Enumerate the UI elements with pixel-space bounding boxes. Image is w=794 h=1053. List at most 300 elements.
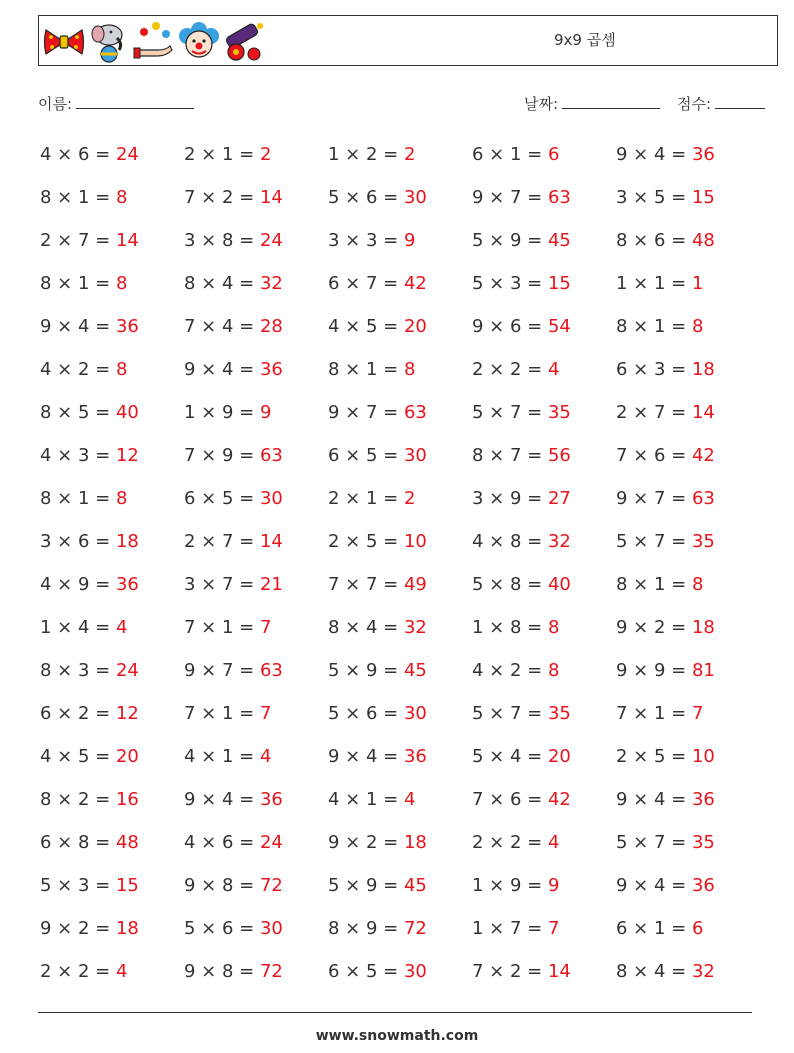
problem-cell	[472, 954, 571, 997]
problem-answer: 32	[691, 961, 715, 982]
problem-question: 5 × 9 =	[328, 875, 404, 896]
problem-cell	[184, 868, 283, 911]
problem-answer: 8	[403, 359, 416, 380]
problem-question: 1 × 8 =	[472, 617, 548, 638]
problem-answer: 30	[403, 445, 427, 466]
problem-answer: 15	[691, 187, 715, 208]
problem-cell	[184, 696, 271, 739]
problem-question: 4 × 1 =	[184, 746, 260, 767]
problem-answer: 18	[115, 918, 139, 939]
problem-row	[40, 911, 760, 954]
problem-cell	[328, 653, 427, 696]
problem-answer: 63	[259, 660, 283, 681]
problem-row	[40, 782, 760, 825]
problem-cell	[616, 696, 703, 739]
problem-question: 5 × 6 =	[328, 187, 404, 208]
problem-answer: 20	[547, 746, 571, 767]
problem-answer: 8	[115, 359, 128, 380]
problem-answer: 42	[403, 273, 427, 294]
problem-answer: 30	[403, 961, 427, 982]
problem-question: 5 × 7 =	[616, 531, 692, 552]
problem-row	[40, 653, 760, 696]
problem-question: 1 × 1 =	[616, 273, 692, 294]
problem-cell	[472, 266, 571, 309]
problem-cell	[328, 782, 415, 825]
problem-answer: 12	[115, 445, 139, 466]
problem-cell	[472, 696, 571, 739]
problem-cell	[184, 395, 271, 438]
problem-cell	[328, 352, 415, 395]
problem-cell	[40, 395, 139, 438]
problem-cell	[40, 180, 127, 223]
problem-cell	[328, 266, 427, 309]
problem-cell	[328, 524, 427, 567]
problem-question: 7 × 1 =	[184, 703, 260, 724]
problem-answer: 10	[403, 531, 427, 552]
problem-cell	[40, 653, 139, 696]
problem-answer: 10	[691, 746, 715, 767]
problem-answer: 9	[259, 402, 272, 423]
name-blank[interactable]	[76, 92, 194, 109]
problem-answer: 9	[547, 875, 560, 896]
footer-url[interactable]: www.snowmath.com	[315, 1028, 479, 1044]
problem-answer: 14	[259, 531, 283, 552]
problem-cell	[40, 567, 139, 610]
problem-question: 2 × 2 =	[472, 832, 548, 853]
problem-answer: 35	[547, 402, 571, 423]
problem-cell	[616, 825, 715, 868]
problem-row	[40, 309, 760, 352]
problem-question: 4 × 5 =	[328, 316, 404, 337]
problem-answer: 48	[115, 832, 139, 853]
problem-question: 6 × 5 =	[184, 488, 260, 509]
problem-answer: 45	[547, 230, 571, 251]
problem-answer: 36	[691, 875, 715, 896]
problem-answer: 42	[547, 789, 571, 810]
problem-cell	[616, 352, 715, 395]
header-icons	[42, 19, 267, 65]
problem-question: 9 × 2 =	[328, 832, 404, 853]
problem-answer: 24	[115, 144, 139, 165]
problem-cell	[472, 911, 559, 954]
problem-question: 9 × 4 =	[616, 875, 692, 896]
problem-cell	[184, 610, 271, 653]
problem-question: 2 × 7 =	[616, 402, 692, 423]
problem-question: 9 × 4 =	[616, 789, 692, 810]
problem-question: 2 × 1 =	[184, 144, 260, 165]
problem-grid	[40, 137, 760, 997]
problem-question: 2 × 2 =	[472, 359, 548, 380]
problem-cell	[616, 782, 715, 825]
bowtie-icon	[42, 20, 86, 64]
problem-row	[40, 180, 760, 223]
problem-cell	[472, 481, 571, 524]
problem-answer: 2	[403, 144, 416, 165]
problem-answer: 15	[115, 875, 139, 896]
problem-cell	[184, 739, 271, 782]
problem-cell	[328, 309, 427, 352]
problem-question: 5 × 3 =	[472, 273, 548, 294]
problem-answer: 36	[691, 144, 715, 165]
problem-question: 8 × 4 =	[328, 617, 404, 638]
problem-answer: 63	[259, 445, 283, 466]
problem-answer: 72	[259, 875, 283, 896]
problem-cell	[328, 223, 415, 266]
problem-cell	[40, 524, 139, 567]
problem-question: 4 × 3 =	[40, 445, 116, 466]
problem-row	[40, 223, 760, 266]
problem-question: 5 × 7 =	[472, 703, 548, 724]
problem-question: 5 × 7 =	[472, 402, 548, 423]
problem-answer: 36	[115, 574, 139, 595]
problem-question: 8 × 7 =	[472, 445, 548, 466]
problem-question: 3 × 9 =	[472, 488, 548, 509]
problem-cell	[40, 954, 127, 997]
problem-answer: 1	[691, 273, 704, 294]
problem-cell	[472, 137, 559, 180]
problem-answer: 4	[547, 359, 560, 380]
problem-answer: 28	[259, 316, 283, 337]
problem-cell	[328, 825, 427, 868]
problem-question: 9 × 7 =	[184, 660, 260, 681]
problem-answer: 7	[691, 703, 704, 724]
problem-cell	[328, 137, 415, 180]
problem-answer: 35	[547, 703, 571, 724]
problem-answer: 40	[115, 402, 139, 423]
problem-cell	[472, 739, 571, 782]
problem-cell	[328, 481, 415, 524]
problem-question: 7 × 1 =	[184, 617, 260, 638]
problem-answer: 14	[547, 961, 571, 982]
problem-answer: 8	[115, 273, 128, 294]
problem-answer: 20	[403, 316, 427, 337]
problem-answer: 56	[547, 445, 571, 466]
problem-answer: 32	[259, 273, 283, 294]
problem-answer: 15	[547, 273, 571, 294]
problem-question: 3 × 5 =	[616, 187, 692, 208]
name-label: 이름:	[38, 95, 73, 113]
problem-cell	[328, 696, 427, 739]
problem-cell	[616, 868, 715, 911]
problem-answer: 8	[115, 187, 128, 208]
problem-question: 1 × 4 =	[40, 617, 116, 638]
problem-answer: 49	[403, 574, 427, 595]
problem-question: 9 × 8 =	[184, 961, 260, 982]
problem-question: 4 × 9 =	[40, 574, 116, 595]
problem-cell	[472, 868, 559, 911]
problem-question: 9 × 7 =	[616, 488, 692, 509]
problem-answer: 24	[115, 660, 139, 681]
problem-cell	[184, 438, 283, 481]
problem-cell	[616, 653, 715, 696]
problem-question: 3 × 7 =	[184, 574, 260, 595]
problem-cell	[616, 567, 703, 610]
problem-cell	[472, 782, 571, 825]
problem-cell	[472, 524, 571, 567]
problem-cell	[184, 137, 271, 180]
problem-cell	[184, 352, 283, 395]
problem-cell	[40, 352, 127, 395]
problem-cell	[616, 266, 703, 309]
cannon-icon	[222, 20, 266, 64]
problem-cell	[328, 395, 427, 438]
problem-question: 4 × 2 =	[472, 660, 548, 681]
problem-row	[40, 137, 760, 180]
problem-cell	[184, 911, 283, 954]
problem-cell	[40, 309, 139, 352]
footer-divider	[38, 1012, 752, 1013]
problem-answer: 24	[259, 832, 283, 853]
problem-question: 2 × 2 =	[40, 961, 116, 982]
problem-answer: 6	[691, 918, 704, 939]
problem-question: 4 × 6 =	[40, 144, 116, 165]
problem-answer: 4	[403, 789, 416, 810]
problem-row	[40, 567, 760, 610]
problem-answer: 27	[547, 488, 571, 509]
problem-cell	[616, 180, 715, 223]
problem-answer: 8	[115, 488, 128, 509]
problem-question: 5 × 6 =	[328, 703, 404, 724]
problem-cell	[616, 223, 715, 266]
problem-question: 9 × 2 =	[40, 918, 116, 939]
problem-cell	[184, 223, 283, 266]
score-label: 점수:	[677, 95, 712, 113]
problem-question: 1 × 9 =	[472, 875, 548, 896]
problem-question: 1 × 2 =	[328, 144, 404, 165]
score-field[interactable]	[677, 92, 765, 114]
problem-question: 2 × 7 =	[40, 230, 116, 251]
problem-question: 9 × 8 =	[184, 875, 260, 896]
problem-row	[40, 481, 760, 524]
elephant-ball-icon	[87, 20, 131, 64]
problem-row	[40, 438, 760, 481]
problem-question: 9 × 6 =	[472, 316, 548, 337]
problem-cell	[616, 911, 703, 954]
problem-answer: 72	[403, 918, 427, 939]
problem-question: 9 × 2 =	[616, 617, 692, 638]
problem-answer: 35	[691, 832, 715, 853]
problem-answer: 24	[259, 230, 283, 251]
juggling-hand-icon	[132, 20, 176, 64]
problem-cell	[40, 782, 139, 825]
problem-question: 8 × 1 =	[40, 187, 116, 208]
date-label: 날짜:	[524, 95, 559, 113]
problem-answer: 30	[259, 918, 283, 939]
problem-answer: 8	[691, 574, 704, 595]
problem-answer: 72	[259, 961, 283, 982]
problem-answer: 42	[691, 445, 715, 466]
problem-answer: 30	[403, 703, 427, 724]
problem-cell	[328, 180, 427, 223]
problem-question: 7 × 2 =	[472, 961, 548, 982]
problem-question: 5 × 8 =	[472, 574, 548, 595]
problem-answer: 6	[547, 144, 560, 165]
problem-answer: 36	[115, 316, 139, 337]
problem-question: 8 × 2 =	[40, 789, 116, 810]
problem-answer: 36	[259, 359, 283, 380]
problem-answer: 45	[403, 875, 427, 896]
problem-answer: 12	[115, 703, 139, 724]
problem-question: 9 × 4 =	[40, 316, 116, 337]
problem-cell	[184, 266, 283, 309]
problem-question: 4 × 6 =	[184, 832, 260, 853]
problem-cell	[328, 610, 427, 653]
problem-answer: 36	[259, 789, 283, 810]
problem-question: 4 × 1 =	[328, 789, 404, 810]
problem-question: 3 × 3 =	[328, 230, 404, 251]
problem-row	[40, 696, 760, 739]
problem-answer: 14	[691, 402, 715, 423]
problem-answer: 18	[691, 617, 715, 638]
problem-answer: 8	[547, 617, 560, 638]
problem-cell	[328, 868, 427, 911]
problem-question: 8 × 3 =	[40, 660, 116, 681]
score-blank[interactable]	[715, 92, 765, 109]
problem-question: 5 × 3 =	[40, 875, 116, 896]
problem-answer: 2	[403, 488, 416, 509]
worksheet-title: 9x9 곱셈	[554, 31, 616, 49]
problem-question: 5 × 6 =	[184, 918, 260, 939]
problem-answer: 63	[691, 488, 715, 509]
problem-answer: 7	[547, 918, 560, 939]
problem-row	[40, 825, 760, 868]
problem-question: 3 × 8 =	[184, 230, 260, 251]
problem-question: 2 × 5 =	[328, 531, 404, 552]
problem-question: 4 × 8 =	[472, 531, 548, 552]
problem-answer: 32	[403, 617, 427, 638]
date-field[interactable]	[524, 92, 660, 114]
problem-answer: 54	[547, 316, 571, 337]
problem-row	[40, 954, 760, 997]
problem-cell	[616, 438, 715, 481]
problem-cell	[472, 309, 571, 352]
worksheet-header	[38, 15, 778, 66]
problem-question: 6 × 7 =	[328, 273, 404, 294]
problem-question: 9 × 4 =	[184, 789, 260, 810]
problem-question: 4 × 2 =	[40, 359, 116, 380]
problem-question: 9 × 9 =	[616, 660, 692, 681]
problem-question: 7 × 1 =	[616, 703, 692, 724]
problem-cell	[472, 352, 559, 395]
problem-cell	[328, 438, 427, 481]
problem-cell	[40, 825, 139, 868]
problem-cell	[184, 524, 283, 567]
problem-answer: 14	[115, 230, 139, 251]
problem-answer: 18	[691, 359, 715, 380]
problem-cell	[40, 438, 139, 481]
problem-cell	[472, 653, 559, 696]
problem-cell	[328, 567, 427, 610]
problem-question: 6 × 2 =	[40, 703, 116, 724]
problem-cell	[184, 309, 283, 352]
problem-cell	[472, 610, 559, 653]
problem-cell	[40, 481, 127, 524]
problem-cell	[616, 524, 715, 567]
problem-answer: 35	[691, 531, 715, 552]
problem-question: 9 × 4 =	[616, 144, 692, 165]
problem-question: 6 × 1 =	[472, 144, 548, 165]
problem-cell	[184, 567, 283, 610]
problem-answer: 48	[691, 230, 715, 251]
problem-cell	[616, 309, 703, 352]
problem-cell	[616, 481, 715, 524]
problem-cell	[184, 180, 283, 223]
problem-cell	[184, 825, 283, 868]
problem-question: 6 × 1 =	[616, 918, 692, 939]
problem-answer: 40	[547, 574, 571, 595]
problem-row	[40, 739, 760, 782]
problem-answer: 4	[259, 746, 272, 767]
problem-answer: 18	[115, 531, 139, 552]
problem-row	[40, 524, 760, 567]
problem-question: 5 × 9 =	[328, 660, 404, 681]
problem-cell	[184, 653, 283, 696]
problem-cell	[40, 610, 127, 653]
problem-answer: 30	[259, 488, 283, 509]
problem-answer: 4	[115, 617, 128, 638]
problem-cell	[616, 954, 715, 997]
problem-question: 7 × 6 =	[616, 445, 692, 466]
problem-cell	[472, 825, 559, 868]
problem-question: 5 × 4 =	[472, 746, 548, 767]
problem-answer: 36	[403, 746, 427, 767]
problem-question: 2 × 5 =	[616, 746, 692, 767]
problem-answer: 8	[547, 660, 560, 681]
problem-answer: 14	[259, 187, 283, 208]
problem-cell	[40, 739, 139, 782]
problem-cell	[40, 266, 127, 309]
name-field[interactable]	[38, 92, 194, 114]
problem-question: 5 × 9 =	[472, 230, 548, 251]
problem-row	[40, 352, 760, 395]
problem-answer: 7	[259, 703, 272, 724]
problem-answer: 21	[259, 574, 283, 595]
problem-cell	[616, 137, 715, 180]
problem-answer: 9	[403, 230, 416, 251]
problem-answer: 20	[115, 746, 139, 767]
problem-answer: 16	[115, 789, 139, 810]
problem-question: 2 × 1 =	[328, 488, 404, 509]
problem-cell	[472, 180, 571, 223]
problem-question: 9 × 4 =	[184, 359, 260, 380]
date-blank[interactable]	[562, 92, 660, 109]
problem-question: 8 × 6 =	[616, 230, 692, 251]
clown-face-icon	[177, 20, 221, 64]
problem-cell	[40, 868, 139, 911]
problem-answer: 45	[403, 660, 427, 681]
problem-question: 9 × 7 =	[472, 187, 548, 208]
problem-answer: 63	[547, 187, 571, 208]
problem-question: 8 × 1 =	[616, 316, 692, 337]
problem-answer: 36	[691, 789, 715, 810]
problem-answer: 32	[547, 531, 571, 552]
problem-question: 1 × 7 =	[472, 918, 548, 939]
problem-question: 7 × 4 =	[184, 316, 260, 337]
problem-answer: 4	[115, 961, 128, 982]
problem-question: 7 × 2 =	[184, 187, 260, 208]
problem-question: 9 × 7 =	[328, 402, 404, 423]
problem-question: 7 × 6 =	[472, 789, 548, 810]
problem-question: 6 × 5 =	[328, 445, 404, 466]
problem-question: 8 × 1 =	[328, 359, 404, 380]
problem-cell	[184, 481, 283, 524]
problem-question: 7 × 7 =	[328, 574, 404, 595]
problem-question: 7 × 9 =	[184, 445, 260, 466]
problem-answer: 2	[259, 144, 272, 165]
problem-cell	[328, 911, 427, 954]
problem-question: 6 × 5 =	[328, 961, 404, 982]
problem-question: 6 × 3 =	[616, 359, 692, 380]
